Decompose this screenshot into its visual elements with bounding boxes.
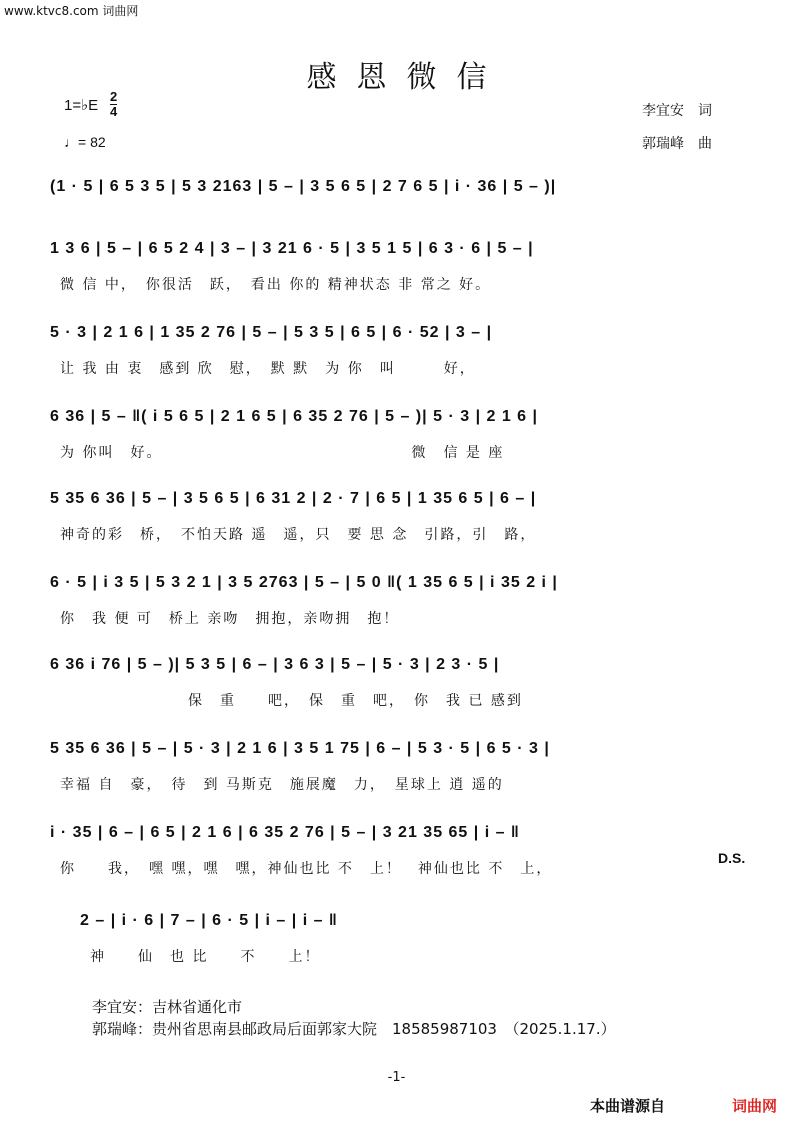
brand-link[interactable]: 词曲网 bbox=[731, 1097, 777, 1115]
lyricist-credit: 李宜安 词 bbox=[642, 103, 712, 119]
lyrics: 让 我 由 衷 感到 欣 慰， 默 默 为 你 叫 好， bbox=[60, 361, 476, 377]
score-line bbox=[50, 316, 750, 386]
score-line bbox=[50, 170, 750, 240]
key-signature: 1=♭E bbox=[64, 97, 99, 114]
title-char: 恩 bbox=[356, 60, 387, 95]
score-line bbox=[50, 482, 750, 552]
tempo-mark: ♩= 82 bbox=[64, 134, 106, 150]
notation: 6 36 | 5 – ‖( i 5 6 5 | 2 1 6 5 | 6 35 2 76 | 5 – )| 5 · 3 | 2 1 6 | bbox=[50, 408, 538, 425]
notation: 6 36 i 76 | 5 – )| 5 3 5 | 6 – | 3 6 3 | 5 – | 5 · 3 | 2 3 · 5 | bbox=[50, 656, 500, 673]
time-signature bbox=[110, 90, 117, 119]
score-line bbox=[50, 648, 750, 718]
title-char: 感 bbox=[306, 60, 337, 95]
notation: 5 · 3 | 2 1 6 | 1 35 2 76 | 5 – | 5 3 5 | 6 5 | 6 · 52 | 3 – | bbox=[50, 324, 493, 341]
score-line bbox=[50, 400, 750, 470]
lyrics: 你 我， 嘿 嘿，嘿 嘿，神仙也比 不 上！ 神仙也比 不 上， bbox=[60, 861, 553, 877]
notation: 2 – | i · 6 | 7 – | 6 · 5 | i – | i – ‖ bbox=[80, 912, 338, 929]
lyrics: 神 仙 也 比 不 上！ bbox=[90, 949, 321, 965]
time-signature-bottom: 4 bbox=[110, 104, 118, 119]
lyricist-info: 李宜安：吉林省通化市 bbox=[92, 998, 243, 1016]
song-title bbox=[0, 52, 793, 96]
lyrics: 神奇的彩 桥， 不怕天路 遥 遥，只 要 思 念 引路，引 路， bbox=[60, 527, 537, 543]
page-number: -1- bbox=[387, 1070, 406, 1085]
composer-credit: 郭瑞峰 曲 bbox=[642, 136, 712, 152]
lyrics: 为 你叫 好。 微 信 是 座 bbox=[60, 445, 505, 461]
score-line bbox=[50, 816, 750, 886]
notation: 6 · 5 | i 3 5 | 5 3 2 1 | 3 5 2763 | 5 – | 5 0 ‖( 1 35 6 5 | i 35 2 i | bbox=[50, 574, 558, 591]
lyrics: 保 重 吧， 保 重 吧， 你 我 已 感到 bbox=[60, 693, 523, 709]
lyrics: 幸福 自 豪， 待 到 马斯克 施展魔 力， 星球上 逍 遥的 bbox=[60, 777, 504, 793]
time-signature-top: 2 bbox=[110, 89, 118, 104]
lyrics: 你 我 便 可 桥上 亲吻 拥抱，亲吻拥 抱！ bbox=[60, 611, 400, 627]
notation: 5 35 6 36 | 5 – | 3 5 6 5 | 6 31 2 | 2 · 7 | 6 5 | 1 35 6 5 | 6 – | bbox=[50, 490, 537, 507]
title-char: 微 bbox=[406, 60, 437, 95]
ds-mark: D.S. bbox=[718, 850, 746, 866]
title-char: 信 bbox=[456, 60, 487, 95]
composer-info: 郭瑞峰：贵州省思南县邮政局后面郭家大院 18585987103 （2025.1.17.） bbox=[92, 1020, 616, 1038]
score-line bbox=[50, 232, 750, 302]
notation: i · 35 | 6 – | 6 5 | 2 1 6 | 6 35 2 76 | 5 – | 3 21 35 65 | i – ‖ bbox=[50, 824, 520, 841]
notation: 5 35 6 36 | 5 – | 5 · 3 | 2 1 6 | 3 5 1 75 | 6 – | 5 3 · 5 | 6 5 · 3 | bbox=[50, 740, 550, 757]
notation: 1 3 6 | 5 – | 6 5 2 4 | 3 – | 3 21 6 · 5 | 3 5 1 5 | 6 3 · 6 | 5 – | bbox=[50, 240, 534, 257]
lyrics: 微 信 中， 你很活 跃， 看出 你的 精神状态 非 常之 好。 bbox=[60, 277, 492, 293]
source-label: 本曲谱源自 bbox=[589, 1097, 665, 1115]
score-line bbox=[50, 566, 750, 636]
notation: (1 · 5 | 6 5 3 5 | 5 3 2163 | 5 – | 3 5 6 5 | 2 7 6 5 | i · 36 | 5 – )| bbox=[50, 178, 557, 195]
score-line bbox=[50, 732, 750, 802]
score-line bbox=[80, 904, 640, 974]
site-url[interactable]: www.ktvc8.com 词曲网 bbox=[4, 4, 139, 18]
